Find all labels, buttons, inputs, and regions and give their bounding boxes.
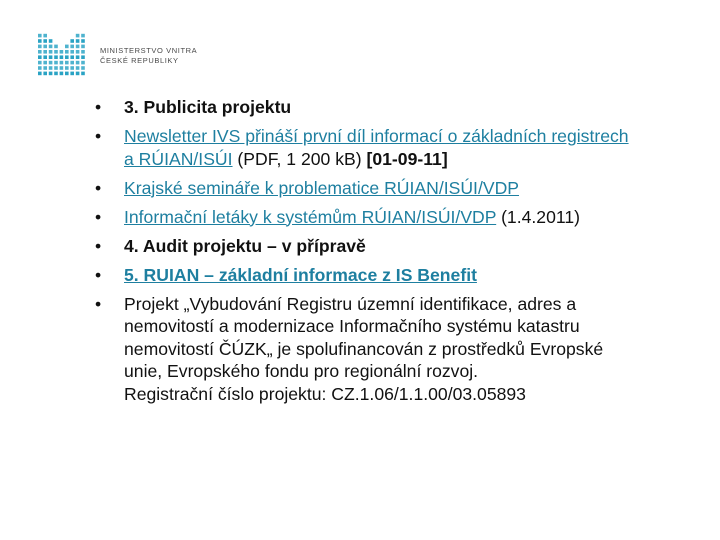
logo-dot (49, 61, 53, 65)
logo-dot (54, 66, 58, 70)
logo-dot (81, 34, 85, 38)
leaflets-link[interactable]: Informační letáky k systémům RÚIAN/ISÚI/VDP (124, 206, 497, 227)
logo-dot (81, 61, 85, 65)
logo-dot (49, 66, 53, 70)
logo-dot (76, 39, 80, 43)
logo-dot (70, 72, 74, 76)
logo-dot (70, 61, 74, 65)
logo-dot (54, 50, 58, 54)
logo-dot (76, 55, 80, 59)
logo-dot (54, 61, 58, 65)
logo-dot (43, 39, 47, 43)
logo-dot (60, 55, 64, 59)
logo-dot (76, 45, 80, 49)
logo-dot (81, 45, 85, 49)
logo-dot (60, 72, 64, 76)
logo-dot (60, 50, 64, 54)
newsletter-link[interactable]: Newsletter IVS přináší první díl informací o základních registrech a RÚIAN/ISÚI (124, 126, 629, 169)
logo-dot (70, 39, 74, 43)
logo-dot (54, 55, 58, 59)
logo-dot (65, 45, 69, 49)
logo-dot (49, 72, 53, 76)
logo-dot (76, 34, 80, 38)
logo-dot (70, 55, 74, 59)
slide-content (95, 96, 635, 412)
logo-dot (49, 39, 53, 43)
logo-dot (38, 39, 42, 43)
logo-dot (38, 61, 42, 65)
logo-dot (81, 72, 85, 76)
logo-line-1: MINISTERSTVO VNITRA (100, 46, 198, 55)
logo-dot (65, 61, 69, 65)
ruian-benefit-link[interactable] (124, 265, 477, 285)
logo-dot (43, 66, 47, 70)
logo-dot (38, 72, 42, 76)
logo-dot (54, 72, 58, 76)
logo-dot (70, 50, 74, 54)
logo-dot (49, 55, 53, 59)
list-item-publicity (95, 96, 635, 119)
audit-heading: 4. Audit projektu – v přípravě (124, 235, 366, 256)
logo-dot (76, 50, 80, 54)
logo-dot (76, 61, 80, 65)
logo-dot (38, 34, 42, 38)
leaflets-date: (1.4.2011) (496, 206, 580, 227)
logo-dot (38, 45, 42, 49)
logo-dot (65, 66, 69, 70)
logo-dot (43, 34, 47, 38)
logo-dot (43, 61, 47, 65)
logo-dot (81, 55, 85, 59)
publicity-heading: 3. Publicita projektu (124, 97, 292, 117)
mv-cr-logo-icon (36, 33, 96, 78)
logo-dot (76, 66, 80, 70)
logo-dot (43, 55, 47, 59)
list-item-newsletter (95, 125, 635, 170)
logo-dot (81, 50, 85, 54)
logo-dot (81, 39, 85, 43)
logo-dot (70, 66, 74, 70)
logo-text (100, 46, 197, 66)
list-item-project-note (95, 293, 635, 406)
logo-dot (54, 45, 58, 49)
logo-dot (81, 66, 85, 70)
logo-dot (60, 66, 64, 70)
ministry-logo (36, 33, 206, 78)
registration-number: Registrační číslo projektu: CZ.1.06/1.1.00/03.05893 (124, 383, 526, 404)
logo-dot (43, 50, 47, 54)
logo-dot (65, 55, 69, 59)
logo-dot (70, 45, 74, 49)
seminars-link[interactable]: Krajské semináře k problematice RÚIAN/ISÚI/VDP (124, 177, 520, 198)
project-funding-note: • Projekt „Vybudování Registru územní identifikace, adres a nemovitostí a modernizace Informačního systému katastru nemovitostí ČÚZK„ je spolufinancován z prostředků Evropské unie, Evropského fondu pro regionální rozvoj. (124, 293, 604, 381)
logo-dot (65, 50, 69, 54)
newsletter-date: [01-09-11] (366, 148, 448, 169)
logo-dot (38, 55, 42, 59)
list-item-ruian (95, 264, 635, 287)
logo-dot (60, 61, 64, 65)
newsletter-file-info: (PDF, 1 200 kB) (232, 148, 367, 169)
logo-dot (49, 45, 53, 49)
list-item-audit (95, 235, 635, 258)
logo-line-2: ČESKÉ REPUBLIKY (100, 56, 179, 65)
logo-dot (76, 72, 80, 76)
logo-dot (49, 50, 53, 54)
logo-dot (43, 45, 47, 49)
list-item-leaflets (95, 206, 635, 229)
list-item-seminars (95, 177, 635, 200)
ruian-benefit-label: 5. RUIAN – základní informace z IS Benefit (124, 264, 477, 285)
logo-dot (43, 72, 47, 76)
logo-dot (38, 66, 42, 70)
bullet-list (95, 96, 635, 405)
logo-dot (38, 50, 42, 54)
logo-dot (65, 72, 69, 76)
